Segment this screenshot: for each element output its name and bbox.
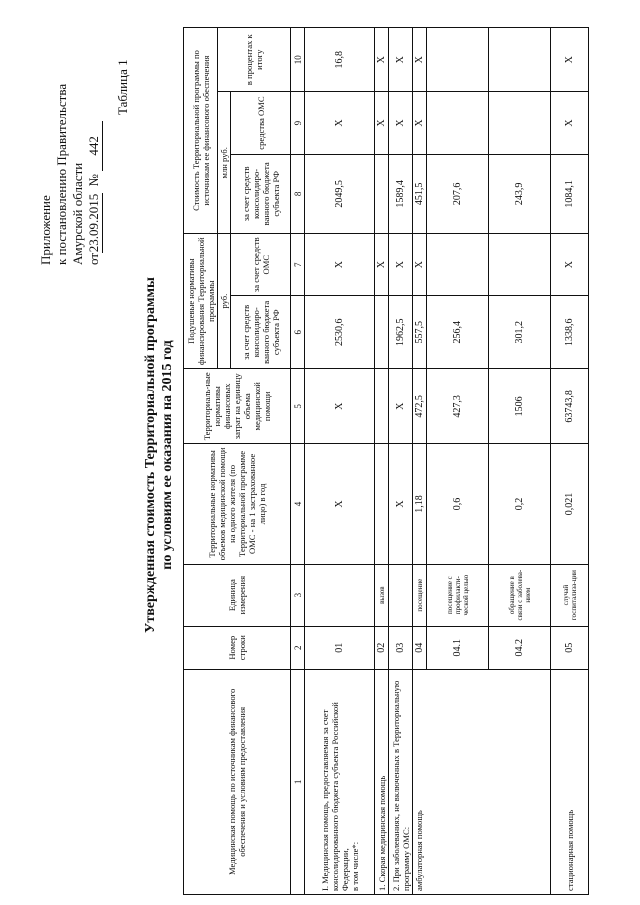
row-c9: X [413,92,427,154]
row-c10: X [375,28,389,92]
column-number: 5 [291,369,305,444]
row-c6: 1338,6 [551,296,589,369]
row-c5 [375,369,389,444]
row-c9: X [375,92,389,154]
row-c7 [489,234,551,296]
cost-table [183,27,589,895]
row-c5: 63743,8 [551,369,589,444]
row-c8: 1589,4 [389,154,413,233]
header-mln-unit: млн руб. [218,92,231,234]
column-number: 10 [291,28,305,92]
row-c10: X [389,28,413,92]
from-label: от [86,252,101,265]
column-number: 2 [291,626,305,669]
table-row [389,28,413,895]
header-line-number: Номер строки [184,626,291,669]
header-budget-percap: за счет средств консолидиро-ванного бюджета субъекта РФ [231,296,291,369]
table-row [305,28,375,895]
column-number: 3 [291,564,305,626]
row-c10 [427,28,489,92]
row-c10: X [551,28,589,92]
row-c6: 2530,6 [305,296,375,369]
row-c5: 472,5 [413,369,427,444]
title-line: по условиям ее оказания на 2015 год [160,340,175,570]
header-care-type: Медицинская помощь по источникам финансового обеспечения и условиям предоставления [184,669,291,894]
header-unit: Единица измерения [184,564,291,626]
row-c9: X [551,92,589,154]
row-unit: случай госпитализа-ции [551,564,589,626]
row-unit: обращение в связи с заболева-нием [489,564,551,626]
column-number: 8 [291,154,305,233]
header-volume-norms: Территориальные нормативы объемов медицинской помощи на одного жителя (по Территориальной программе ОМС - на 1 застрахованное лицо) в год [184,444,291,564]
row-name: 1. Скорая медицинская помощь [375,669,389,894]
row-c5: X [389,369,413,444]
row-c5: X [305,369,375,444]
number-label: № [86,174,101,187]
row-c8: 2049,5 [305,154,375,233]
appendix-line: Амурской области [70,162,85,265]
column-number: 9 [291,92,305,154]
page-title [142,145,176,765]
row-c7: X [413,234,427,296]
column-number: 4 [291,444,305,564]
table-label: Таблица 1 [115,59,130,115]
row-care-type [305,669,375,894]
column-number-row [291,28,305,895]
header-budget-cost: за счет средств консолидиро-ванного бюджета субъекта РФ [231,154,291,233]
row-name: амбулаторная помощь [413,669,551,894]
row-c4: 1,18 [413,444,427,564]
appendix-line: Приложение [38,195,53,265]
row-line: 03 [389,626,413,669]
row-c6: 256,4 [427,296,489,369]
row-name-suffix: в том числе*: [349,841,360,891]
row-c8: 207,6 [427,154,489,233]
row-c9 [427,92,489,154]
row-c8: 1084,1 [551,154,589,233]
appendix-header [38,25,103,265]
row-c9: X [389,92,413,154]
row-line: 04 [413,626,427,669]
row-c6 [375,296,389,369]
row-c6: 301,2 [489,296,551,369]
row-c8: 243,9 [489,154,551,233]
title-line: Утвержденная стоимость Территориальной программы [143,277,158,633]
table-row [375,28,389,895]
row-c8: 451,5 [413,154,427,233]
row-unit: посещение [413,564,427,626]
appendix-line: к постановлению Правительства [54,83,69,265]
header-rub-unit: руб. [218,234,231,369]
decree-date: 23.09.2015 [86,193,101,253]
header-oms-percap: за счет средств ОМС [231,234,291,296]
row-line: 01 [305,626,375,669]
row-c6: 1962,5 [389,296,413,369]
row-c4: 0,2 [489,444,551,564]
row-c7: X [551,234,589,296]
row-line: 05 [551,626,589,669]
row-c4: 0,021 [551,444,589,564]
row-c4: X [389,444,413,564]
row-unit [389,564,413,626]
row-c8 [375,154,389,233]
row-name: стационарная помощь [551,669,589,894]
row-c9: X [305,92,375,154]
row-c10: X [413,28,427,92]
column-number: 1 [291,669,305,894]
header-per-capita-group: Подушевые нормативы финансирования Территориальной программы [184,234,218,369]
row-c7: X [389,234,413,296]
row-c7: X [375,234,389,296]
row-name: 2. При заболеваниях, не включенных в Территориальную программу ОМС: [389,669,413,894]
row-unit [305,564,375,626]
row-c5: 1506 [489,369,551,444]
header-cost-norms: Территориаль-ные нормативы финансовых затрат на единицу объема медицинской помощи [184,369,291,444]
row-c10 [489,28,551,92]
row-line: 04.2 [489,626,551,669]
row-unit: посещение с профилакти-ческой целью [427,564,489,626]
row-c4: X [305,444,375,564]
row-c4: 0,6 [427,444,489,564]
row-c5: 427,3 [427,369,489,444]
row-name: I. Медицинская помощь, предоставляемая за счет консолидированного бюджета субъекта Российской Федерации, [319,702,350,891]
decree-number: 442 [86,121,103,171]
column-number: 7 [291,234,305,296]
header-cost-group: Стоимость Территориальной программы по источникам ее финансового обеспечения [184,28,218,234]
table-row [551,28,589,895]
table-row [413,28,427,895]
header-percent: в процентах к итогу [218,28,291,92]
row-c4 [375,444,389,564]
column-number: 6 [291,296,305,369]
row-line: 02 [375,626,389,669]
row-c6: 557,5 [413,296,427,369]
row-c7 [427,234,489,296]
header-oms-cost: средства ОМС [231,92,291,154]
row-c7: X [305,234,375,296]
appendix-date-line [86,25,103,265]
row-line: 04.1 [427,626,489,669]
row-c10: 16,8 [305,28,375,92]
row-unit: вызов [375,564,389,626]
row-c9 [489,92,551,154]
